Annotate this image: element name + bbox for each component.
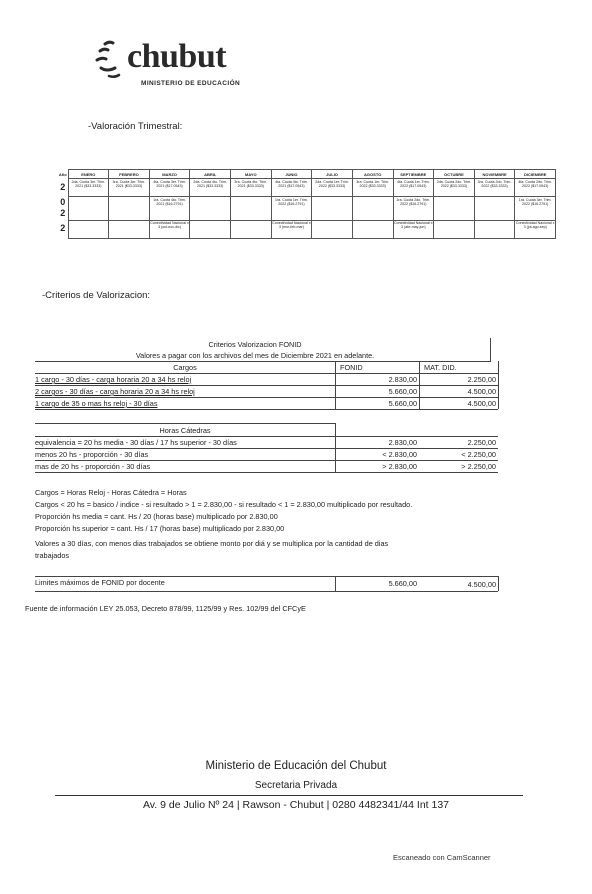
table-cell: 1ra. Cuota 3er. Trim. 2022 ($16.2791) [515,197,556,221]
horas-row-mat: 2.250,00 [467,438,496,447]
logo-wordmark: chubut [127,38,227,75]
table-cell: 2da. Cuota 1er. Trim. 2022 ($33.3333) [312,179,353,197]
criterios-label: -Criterios de Valorizacion: [42,290,151,301]
month-header: MAYO [231,170,272,179]
cargo-row-label: 1 cargo de 35 o mas hs reloj - 30 días [35,399,158,408]
table-cell [231,197,272,221]
cargo-row-fonid: 5.660,00 [388,387,417,396]
table-row [58,220,556,238]
table-cell [312,220,353,238]
cargo-row-fonid: 2.830,00 [388,375,417,384]
year-header: Año [58,171,67,177]
table-row [58,179,556,197]
horas-row-mat: < 2.250,00 [461,450,496,459]
month-header: NOVIEMBRE [474,170,515,179]
horas-row-mat: > 2.250,00 [461,462,496,471]
table-cell: 4ta. Cuota 3er. Trim. 2021 ($17.0543) [149,179,190,197]
footer-ministerio: Ministerio de Educación del Chubut [205,760,387,772]
table-cell: 4ta. Cuota 2do. Trim. 2022 ($17.0543) [515,179,556,197]
chubut-mark-icon [95,40,129,80]
table-row [58,197,556,221]
cargo-row-label: 1 cargo - 30 días - carga horaria 20 a 34 hs reloj [35,375,192,384]
table-cell: 4ta. Cuota 4to. Trim. 2021 ($17.0543) [271,179,312,197]
year-digit: 2 [60,181,66,192]
horas-row-fonid: < 2.830,00 [382,450,417,459]
year-digit [58,197,68,221]
cargo-row-mat: 4.500,00 [467,399,496,408]
table-cell [474,220,515,238]
cargo-row-mat: 4.500,00 [467,387,496,396]
fonid-header: FONID [340,363,363,372]
camscanner-watermark: Escaneado con CamScanner [393,853,491,862]
table-cell [109,197,150,221]
table-cell [352,197,393,221]
table-header-row [58,170,556,179]
footer-address: Av. 9 de Julio Nº 24 | Rawson - Chubut | 0280 4482341/44 Int 137 [142,799,450,811]
matdid-header: MAT. DID. [424,363,457,372]
table-cell: 3ra. Cuota 3er. Trim. 2021 ($33.3333) [109,179,150,197]
month-header: ENERO [68,170,109,179]
month-header: JUNIO [271,170,312,179]
horas-row-label: menos 20 hs - proporción - 30 días [35,450,149,459]
horas-row-label: equivalencia = 20 hs media - 30 días / 17 hs superior - 30 días [35,438,237,447]
chubut-logo [95,38,265,98]
valoracion-label: -Valoración Trimestral: [88,121,183,132]
month-header: OCTUBRE [434,170,475,179]
table-cell: 3ra. Cuota 1er. Trim. 2022 ($33.3333) [352,179,393,197]
limite-mat: 4.500,00 [467,580,496,589]
table-cell [474,197,515,221]
table-cell [190,220,231,238]
month-header: FEBRERO [109,170,150,179]
cargos-header: Cargos [173,363,197,372]
table-cell: 1ra. Cuota 1er. Trim. 2022 ($16.2791) [271,197,312,221]
note-line: Cargos = Horas Reloj - Horas Cátedra = Horas [35,488,187,497]
table-cell: Conectividad Nacional x 3 (oct-nov-dic) [149,220,190,238]
table-cell: 3ra. Cuota 2do. Trim. 2022 ($33.3333) [474,179,515,197]
month-header: JULIO [312,170,353,179]
note-line: Proporción hs superior = cant. Hs / 17 (horas base) multiplicado por 2.830,00 [35,524,285,533]
table-cell: 1ra. Cuota 4to. Trim. 2021 ($16.2791) [149,197,190,221]
table-cell: 2da. Cuota 3er. Trim. 2021 ($33.3333) [68,179,109,197]
note-line: Valores a 30 días, con menos dias trabajados se obtiene monto por diá y se multiplica por la cantidad de dias [35,539,389,548]
table-cell [109,220,150,238]
cargo-row-label: 2 cargos - 30 días - carga horaria 20 a 34 hs reloj [35,387,195,396]
table-cell [434,220,475,238]
horas-row-label: mas de 20 hs - proporción - 30 días [35,462,151,471]
valoracion-trimestral-table [58,169,556,239]
month-header: MARZO [149,170,190,179]
footer-secretaria: Secretaria Privada [254,780,338,791]
table-cell: 2da. Cuota 4to. Trim. 2021 ($33.3333) [190,179,231,197]
table-cell [190,197,231,221]
table-cell: Conectividad Nacional x 3 (ene-feb-mar) [271,220,312,238]
table-cell [231,220,272,238]
table-cell [352,220,393,238]
note-line: Cargos < 20 hs = basico / indice - si resultado > 1 = 2.830,00 - si resultado < 1 = 2.830,00 multiplicado por resultado. [35,500,413,509]
fonid-criteria-sheet [25,338,498,628]
horas-row-fonid: 2.830,00 [388,438,417,447]
cargo-row-fonid: 5.660,00 [388,399,417,408]
table-cell [68,197,109,221]
fuente-text: Fuente de información LEY 25.053, Decreto 878/99, 1125/99 y Res. 102/99 del CFCyE [25,604,306,613]
limite-label: Limites máximos de FONID por docente [35,578,165,587]
year-digit-2: 2 [60,208,66,219]
cargo-row-mat: 2.250,00 [467,375,496,384]
note-line: trabajados [35,551,70,560]
table-cell: Conectividad Nacional x 3 (jul-ago-sep) [515,220,556,238]
logo-subtitle: MINISTERIO DE EDUCACIÓN [141,80,241,87]
horas-row-fonid: > 2.830,00 [382,462,417,471]
fonid-title: Criterios Valorizacion FONID [208,340,302,349]
table-cell [434,197,475,221]
year-digit: 2 [60,223,66,234]
month-header: ABRIL [190,170,231,179]
footer-divider [55,795,523,796]
limite-fonid: 5.660,00 [388,579,417,588]
month-header: SEPTIEMBRE [393,170,434,179]
table-cell: 2da. Cuota 2do. Trim. 2022 ($33.3333) [434,179,475,197]
table-cell: 1ra. Cuota 2do. Trim. 2022 ($16.2791) [393,197,434,221]
year-digit-0: 0 [60,197,66,207]
fonid-subtitle: Valores a pagar con los archivos del mes de Diciembre 2021 en adelante. [135,351,375,360]
table-cell: Conectividad Nacional x 3 (abr-may-jun) [393,220,434,238]
table-cell [312,197,353,221]
note-line: Proporción hs media = cant. Hs / 20 (horas base) multiplicado por 2.830,00 [35,512,278,521]
table-cell: 3ra. Cuota 4to. Trim. 2021 ($33.3333) [231,179,272,197]
table-cell: 4ta. Cuota 1er. Trim. 2022 ($17.0543) [393,179,434,197]
month-header: DICIEMBRE [515,170,556,179]
table-cell [68,220,109,238]
horas-catedras-header: Horas Cátedras [159,426,211,435]
month-header: AGOSTO [352,170,393,179]
